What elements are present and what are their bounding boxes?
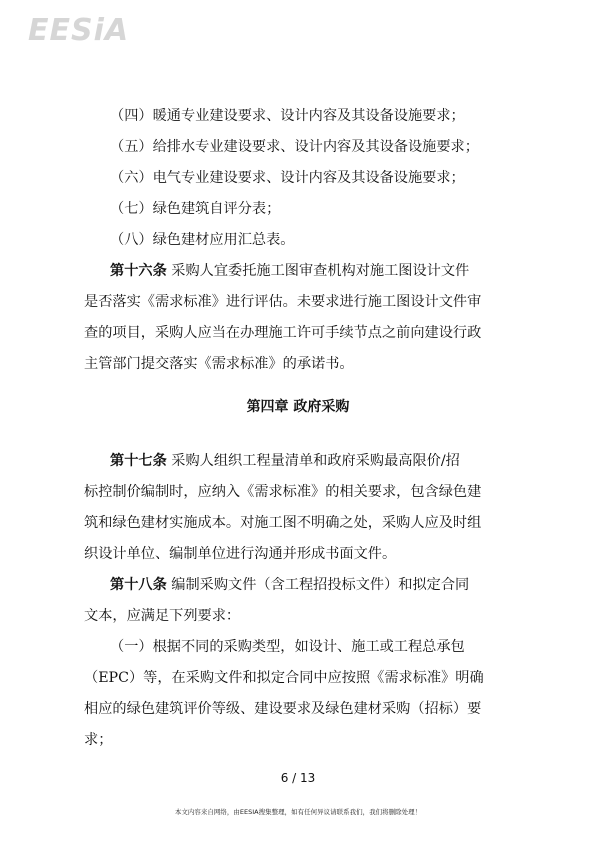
- article-16-text: 采购人宜委托施工图审查机构对施工图设计文件: [166, 263, 470, 279]
- list-item: （四）暖通专业建设要求、设计内容及其设备设施要求；: [110, 108, 465, 124]
- article-17-line-3: 筑和绿色建材实施成本。对施工图不明确之处，采购人应及时组: [84, 515, 482, 531]
- article-16-line-3: 查的项目，采购人应当在办理施工许可手续节点之前向建设行政: [84, 325, 482, 341]
- item-1-line-4: 求；: [84, 732, 113, 748]
- article-17-title: 第十七条: [110, 453, 167, 469]
- article-18: [84, 570, 514, 632]
- list-item: （六）电气专业建设要求、设计内容及其设备设施要求；: [110, 170, 465, 186]
- item-1-line-1: （一）根据不同的采购类型，如设计、施工或工程总承包: [110, 639, 465, 655]
- article-18-item-1: [84, 632, 514, 756]
- item-1-line-3: 相应的绿色建筑评价等级、建设要求及绿色建材采购（招标）要: [84, 701, 482, 717]
- list-item: （七）绿色建筑自评分表；: [110, 201, 281, 217]
- article-16-line-4: 主管部门提交落实《需求标准》的承诺书。: [84, 356, 354, 372]
- list-item: （八）绿色建材应用汇总表。: [110, 232, 295, 248]
- section-procurement: [84, 446, 514, 756]
- article-17-line-1: [84, 446, 514, 477]
- footer-notice: 本文内容来自网络，由EESIA搜集整理，如有任何异议请联系我们，我们将删除处理！: [174, 808, 422, 816]
- article-18-text: 编制采购文件（含工程招投标文件）和拟定合同: [166, 577, 470, 593]
- page-number: 6 / 13: [280, 771, 316, 785]
- article-16-title: 第十六条: [110, 263, 167, 279]
- article-18-title: 第十八条: [110, 577, 167, 593]
- article-17-line-4: 织设计单位、编制单位进行沟通并形成书面文件。: [84, 546, 397, 562]
- article-17-line-2: 标控制价编制时，应纳入《需求标准》的相关要求，包含绿色建: [84, 484, 482, 500]
- article-17: [84, 446, 514, 570]
- section-requirements: [84, 101, 514, 380]
- article-18-line-2: 文本，应满足下列要求：: [84, 608, 241, 624]
- article-18-line-1: [84, 570, 514, 601]
- item-1-line-2: （EPC）等，在采购文件和拟定合同中应按照《需求标准》明确: [84, 670, 484, 686]
- article-16-line-1: [84, 256, 514, 287]
- eesia-logo: EESiA: [28, 13, 130, 48]
- chapter-title: 第四章 政府采购: [246, 399, 350, 415]
- article-16: [84, 256, 514, 380]
- article-16-line-2: 是否落实《需求标准》进行评估。未要求进行施工图设计文件审: [84, 294, 482, 310]
- list-item: （五）给排水专业建设要求、设计内容及其设备设施要求；: [110, 139, 479, 155]
- article-17-text: 采购人组织工程量清单和政府采购最高限价/招: [166, 453, 460, 469]
